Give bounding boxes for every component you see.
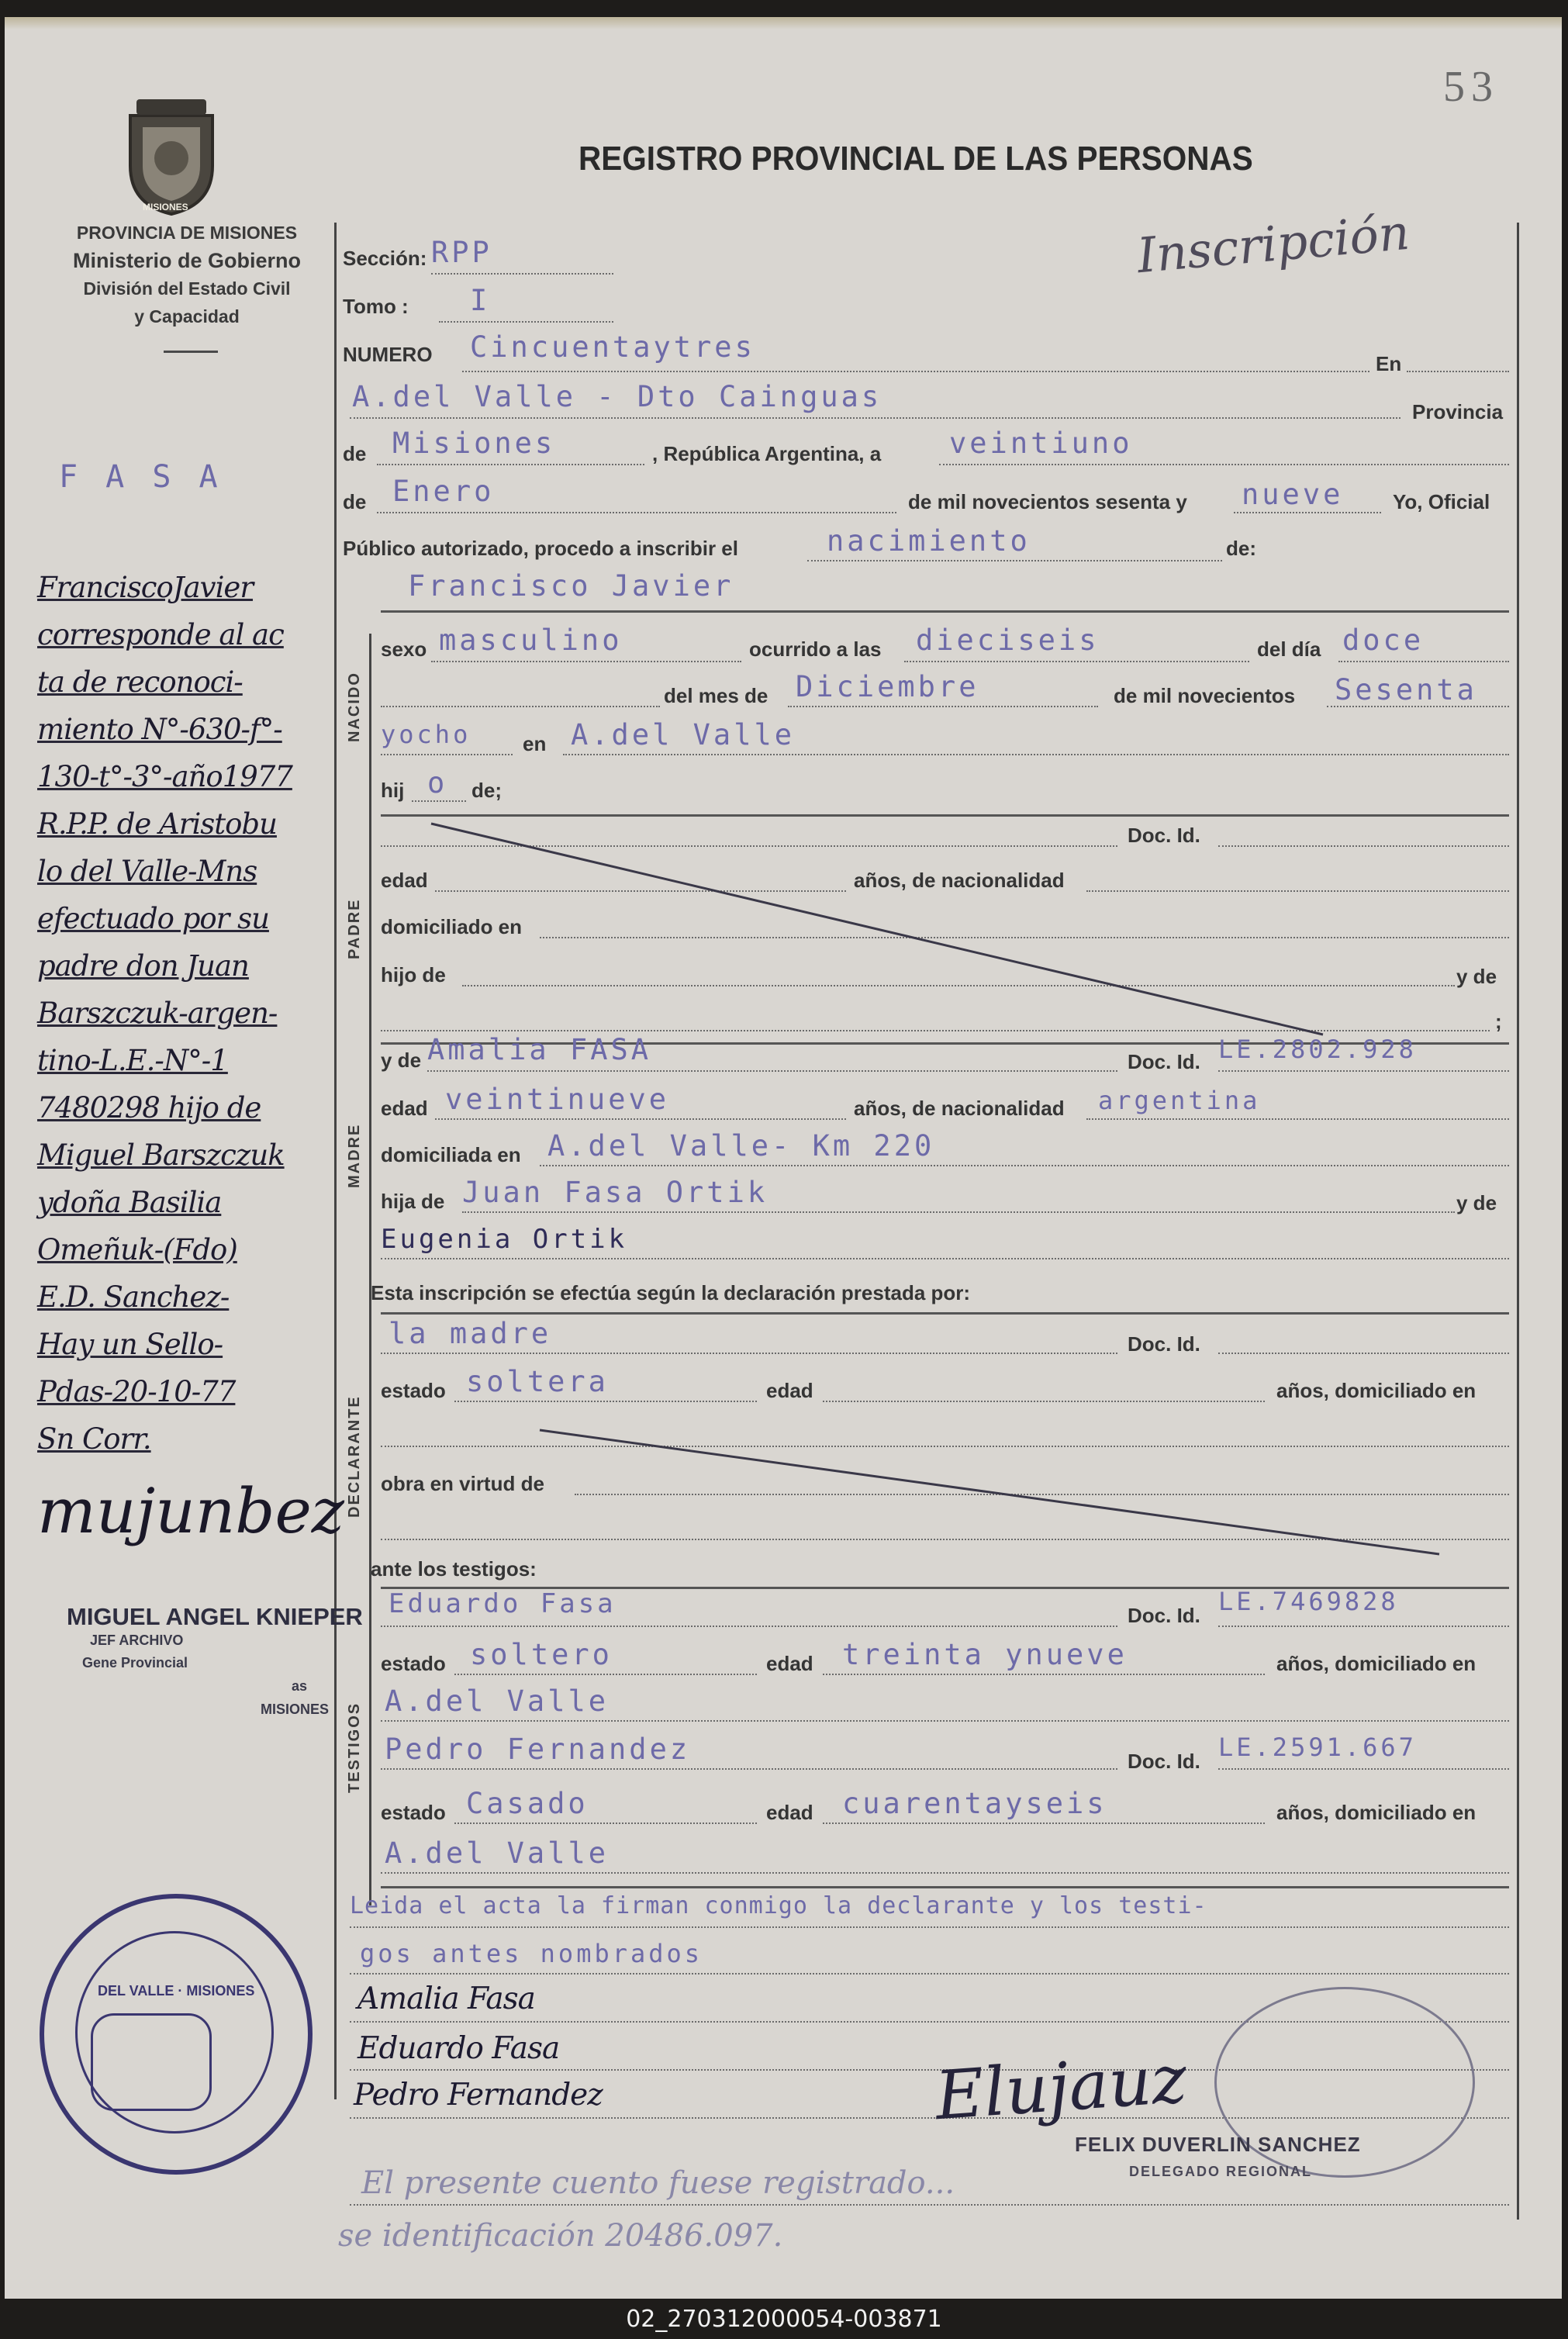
testigo1-nombre-value: Eduardo Fasa xyxy=(389,1588,616,1619)
madre-doc-value: LE.2802.928 xyxy=(1218,1035,1417,1064)
header-division: División del Estado Civil xyxy=(83,278,291,299)
testigo1-estado-line xyxy=(454,1674,757,1675)
madre-nombre-line xyxy=(427,1070,1117,1072)
margin-signature: mujunbez xyxy=(37,1475,344,1547)
testigo1-doc-value: LE.7469828 xyxy=(1218,1587,1399,1616)
padre-hijo-label: hijo de xyxy=(381,963,446,986)
nacido-lugar-line xyxy=(563,754,1509,755)
lugar-line xyxy=(350,417,1400,419)
madre-domicilio-value: A.del Valle- Km 220 xyxy=(547,1129,935,1163)
top-right-signature: Inscripción xyxy=(1135,203,1412,285)
margin-note-line: FranciscoJavier xyxy=(37,571,254,604)
madre-madre-line xyxy=(381,1258,1509,1259)
testigos-bottom-line xyxy=(381,1886,1509,1888)
seccion-line xyxy=(431,273,613,275)
sexo-label: sexo xyxy=(381,637,427,661)
padre-nacionalidad-label: años, de nacionalidad xyxy=(854,869,1065,892)
signature-amalia: Amalia Fasa xyxy=(357,1981,535,2016)
nacido-nombre-line xyxy=(381,610,1509,613)
anio2-value: yocho xyxy=(381,720,471,749)
signature-eduardo: Eduardo Fasa xyxy=(357,2031,560,2066)
hij-line xyxy=(412,800,466,802)
testigo2-edad-value: cuarentayseis xyxy=(842,1787,1107,1820)
declarante-nombre-value: la madre xyxy=(389,1317,552,1350)
margin-note-line: Pdas-20-10-77 xyxy=(37,1375,236,1408)
testigo2-doc-line xyxy=(1218,1768,1509,1770)
testigo1-domicilio-line xyxy=(381,1720,1509,1722)
padre-strike-line xyxy=(423,808,1331,1041)
madre-edad-value: veintinueve xyxy=(445,1083,670,1116)
testigo2-nombre-line xyxy=(381,1768,1117,1770)
testigo1-estado-value: soltero xyxy=(470,1638,613,1671)
margin-note-line: Sn Corr. xyxy=(37,1422,151,1456)
republica-label: , República Argentina, a xyxy=(652,442,882,465)
seal-caption: MISIONES xyxy=(143,202,188,212)
margin-note-line: Omeñuk-(Fdo) xyxy=(37,1233,237,1266)
margin-note-line: tino-L.E.-N°-1 xyxy=(37,1044,228,1077)
numero-line xyxy=(462,371,1369,372)
official-signature: Elujauz xyxy=(932,2040,1190,2136)
testigo2-doc-label: Doc. Id. xyxy=(1128,1750,1200,1773)
dia-line xyxy=(1338,661,1509,662)
annotation-line2: se identificación 20486.097. xyxy=(338,2218,783,2254)
testigo2-estado-label: estado xyxy=(381,1801,446,1824)
declarante-top-line xyxy=(381,1312,1509,1315)
testigo2-doc-value: LE.2591.667 xyxy=(1218,1733,1417,1762)
hora-line xyxy=(904,661,1249,662)
official-round-stamp-icon xyxy=(40,1894,313,2175)
margin-note-line: E.D. Sanchez- xyxy=(37,1280,230,1314)
provincia-line xyxy=(377,464,644,465)
nacido-nombre-value: Francisco Javier xyxy=(408,569,734,603)
testigo1-estado-label: estado xyxy=(381,1652,446,1675)
lugar-value: A.del Valle - Dto Cainguas xyxy=(352,380,882,413)
testigo1-edad-label: edad xyxy=(766,1652,813,1675)
madre-domicilio-line xyxy=(540,1165,1509,1166)
padre-edad-label: edad xyxy=(381,869,428,892)
madre-nombre-value: Amalia FASA xyxy=(427,1033,652,1066)
testigo2-domicilio-label: años, domiciliado en xyxy=(1276,1801,1476,1824)
dia-value: doce xyxy=(1342,624,1425,657)
numero-value: Cincuentaytres xyxy=(470,330,755,364)
testigo2-domicilio-value: A.del Valle xyxy=(385,1836,610,1870)
en-label: En xyxy=(1376,352,1402,375)
numero-label: NUMERO xyxy=(343,343,433,366)
margin-note-line: 7480298 hijo de xyxy=(37,1091,261,1125)
hij-label: hij xyxy=(381,779,405,802)
testigo2-domicilio-line xyxy=(381,1872,1509,1874)
padre-y-de-label: y de xyxy=(1456,965,1497,988)
signature-pedro: Pedro Fernandez xyxy=(354,2078,603,2113)
testigo1-edad-line xyxy=(823,1674,1265,1675)
margin-note-line: ta de reconoci- xyxy=(37,665,243,699)
margin-note-line: padre don Juan xyxy=(37,949,249,983)
anio-inscripcion-value: nueve xyxy=(1242,478,1344,511)
margin-note-line: 130-t°-3°-año1977 xyxy=(37,760,292,793)
margin-official-name: MIGUEL ANGEL KNIEPER xyxy=(67,1603,363,1630)
tomo-line xyxy=(439,321,613,323)
closing-line2: gos antes nombrados xyxy=(360,1939,703,1968)
declarante-strike-line xyxy=(532,1422,1447,1562)
testigo1-doc-line xyxy=(1218,1626,1509,1627)
madre-doc-label: Doc. Id. xyxy=(1128,1050,1200,1073)
declarante-edad-line xyxy=(823,1401,1265,1402)
anio1-value: Sesenta xyxy=(1335,673,1477,707)
margin-note-line: R.P.P. de Aristobu xyxy=(37,807,277,841)
madre-hija-label: hija de xyxy=(381,1190,445,1213)
padre-domicilio-label: domiciliado en xyxy=(381,915,523,938)
mes-inscripcion-value: Enero xyxy=(392,475,495,508)
stamp-caption: DEL VALLE · MISIONES xyxy=(98,1983,255,1999)
seccion-value: RPP xyxy=(431,236,492,269)
provincia-value: Misiones xyxy=(392,427,556,460)
declarante-estado-line xyxy=(454,1401,757,1402)
mes-inscripcion-line xyxy=(377,512,896,513)
seccion-label: Sección: xyxy=(343,247,427,270)
madre-section-label: MADRE xyxy=(346,1123,363,1188)
madre-padre-line xyxy=(462,1211,1455,1213)
header-province: PROVINCIA DE MISIONES xyxy=(76,223,298,243)
declarante-domicilio-label: años, domiciliado en xyxy=(1276,1379,1476,1402)
acto-value: nacimiento xyxy=(827,524,1031,558)
header-underline xyxy=(164,351,218,353)
section-border xyxy=(369,634,371,1905)
mil-label: de mil novecientos xyxy=(1114,684,1296,707)
testigo1-nombre-line xyxy=(381,1626,1117,1627)
del-dia-label: del día xyxy=(1257,637,1321,661)
anio-inscripcion-line xyxy=(1234,512,1381,513)
madre-nacionalidad-label: años, de nacionalidad xyxy=(854,1097,1065,1120)
anio2-line xyxy=(381,754,513,755)
publico-label: Público autorizado, procedo a inscribir el xyxy=(343,537,738,560)
margin-official-line5: MISIONES xyxy=(261,1702,330,1717)
madre-madre-value: Eugenia Ortik xyxy=(381,1224,628,1255)
testigo2-edad-line xyxy=(823,1822,1265,1824)
hora-value: dieciseis xyxy=(916,624,1100,657)
margin-note-line: ydoña Basilia xyxy=(37,1186,222,1219)
nacido-section-label: NACIDO xyxy=(346,672,363,742)
dia-inscripcion-line xyxy=(939,464,1509,465)
acto-line xyxy=(807,560,1222,561)
sexo-value: masculino xyxy=(439,624,623,657)
mil-novecientos-label: de mil novecientos sesenta y xyxy=(908,490,1187,513)
margin-surname: F A S A xyxy=(59,459,223,495)
dia-inscripcion-value: veintiuno xyxy=(949,427,1133,460)
madre-y-de-label-2: y de xyxy=(1456,1191,1497,1214)
nacido-lugar-value: A.del Valle xyxy=(571,718,796,751)
sexo-line xyxy=(431,661,741,662)
official-name: FELIX DUVERLIN SANCHEZ xyxy=(1075,2133,1361,2156)
testigo2-edad-label: edad xyxy=(766,1801,813,1824)
hij-de-label: de; xyxy=(471,779,502,802)
file-caption: 02_270312000054-003871 xyxy=(626,2306,942,2333)
header-capacity: y Capacidad xyxy=(134,306,240,326)
madre-y-de-label: y de xyxy=(381,1049,422,1072)
de-colon-label: de: xyxy=(1226,537,1256,560)
mes-label: del mes de xyxy=(664,684,768,707)
madre-nacionalidad-value: argentina xyxy=(1098,1086,1261,1115)
register-page xyxy=(5,17,1562,2299)
page-title: REGISTRO PROVINCIAL DE LAS PERSONAS xyxy=(579,140,1253,178)
mes-line xyxy=(788,706,1098,707)
madre-doc-line xyxy=(1218,1070,1509,1072)
official-rule xyxy=(350,2204,1509,2206)
ocurrido-label: ocurrido a las xyxy=(749,637,882,661)
margin-note-line: efectuado por su xyxy=(37,902,269,935)
margin-note xyxy=(37,564,336,1463)
padre-section-label: PADRE xyxy=(346,898,363,959)
margin-note-line: Barszczuk-argen- xyxy=(37,997,278,1030)
closing-line1-rule xyxy=(350,1926,1509,1928)
tomo-value: I xyxy=(470,284,491,317)
testigo1-domicilio-label: años, domiciliado en xyxy=(1276,1652,1476,1675)
declarante-doc-line xyxy=(1218,1353,1509,1354)
provincial-seal-icon xyxy=(121,96,222,216)
margin-note-line: lo del Valle-Mns xyxy=(37,855,257,888)
header-ministry: Ministerio de Gobierno xyxy=(72,249,302,272)
header-left-block xyxy=(36,219,338,330)
hij-suffix-value: o xyxy=(427,766,448,800)
testigo1-domicilio-value: A.del Valle xyxy=(385,1684,610,1718)
testigos-section-label: TESTIGOS xyxy=(346,1702,363,1793)
de-label-2: de xyxy=(343,490,367,513)
declarante-nombre-line xyxy=(381,1353,1117,1354)
madre-nacionalidad-line xyxy=(1086,1118,1509,1120)
right-border xyxy=(1517,223,1519,2220)
annotation-line1: El presente cuento fuese registrado... xyxy=(361,2165,955,2201)
madre-padre-value: Juan Fasa Ortik xyxy=(462,1176,768,1209)
testigo1-doc-label: Doc. Id. xyxy=(1128,1604,1200,1627)
margin-note-line: Miguel Barszczuk xyxy=(37,1138,285,1172)
page-number: 53 xyxy=(1443,63,1499,111)
oficial-label: Yo, Oficial xyxy=(1393,490,1490,513)
testigo2-nombre-value: Pedro Fernandez xyxy=(385,1733,691,1766)
nacido-en-label: en xyxy=(523,732,547,755)
margin-note-line: Hay un Sello- xyxy=(37,1328,223,1361)
closing-line1: Leida el acta la firman conmigo la declarante y los testi- xyxy=(350,1892,1207,1919)
declarante-edad-label: edad xyxy=(766,1379,813,1402)
margin-official-line2: JEF ARCHIVO xyxy=(90,1632,184,1648)
madre-edad-line xyxy=(435,1118,846,1120)
tomo-label: Tomo : xyxy=(343,295,409,318)
mes-leading-line xyxy=(381,706,660,707)
margin-official-line3: Gene Provincial xyxy=(82,1655,188,1670)
declarante-obra-label: obra en virtud de xyxy=(381,1472,544,1495)
madre-edad-label: edad xyxy=(381,1097,428,1120)
margin-note-line: miento N°-630-f°- xyxy=(37,713,282,746)
declarante-estado-value: soltera xyxy=(466,1365,609,1398)
padre-semicolon: ; xyxy=(1495,1010,1502,1033)
testigos-label: ante los testigos: xyxy=(371,1557,537,1581)
provincia-label: Provincia xyxy=(1412,400,1504,423)
official-title: DELEGADO REGIONAL xyxy=(1129,2164,1313,2179)
margin-official-line4: as xyxy=(292,1678,308,1694)
en-line xyxy=(1407,371,1509,372)
declarante-intro: Esta inscripción se efectúa según la declaración prestada por: xyxy=(371,1281,971,1304)
de-label: de xyxy=(343,442,367,465)
madre-domicilio-label: domiciliada en xyxy=(381,1143,521,1166)
mes-value: Diciembre xyxy=(796,670,979,703)
padre-doc-label: Doc. Id. xyxy=(1128,824,1200,847)
declarante-section-label: DECLARANTE xyxy=(346,1395,363,1518)
testigo1-edad-value: treinta ynueve xyxy=(842,1638,1128,1671)
margin-note-line: corresponde al ac xyxy=(37,618,284,651)
declarante-estado-label: estado xyxy=(381,1379,446,1402)
testigo2-estado-line xyxy=(454,1822,757,1824)
page-top-edge xyxy=(5,17,1562,29)
anio1-line xyxy=(1327,706,1509,707)
testigo2-estado-value: Casado xyxy=(466,1787,589,1820)
declarante-doc-label: Doc. Id. xyxy=(1128,1332,1200,1356)
